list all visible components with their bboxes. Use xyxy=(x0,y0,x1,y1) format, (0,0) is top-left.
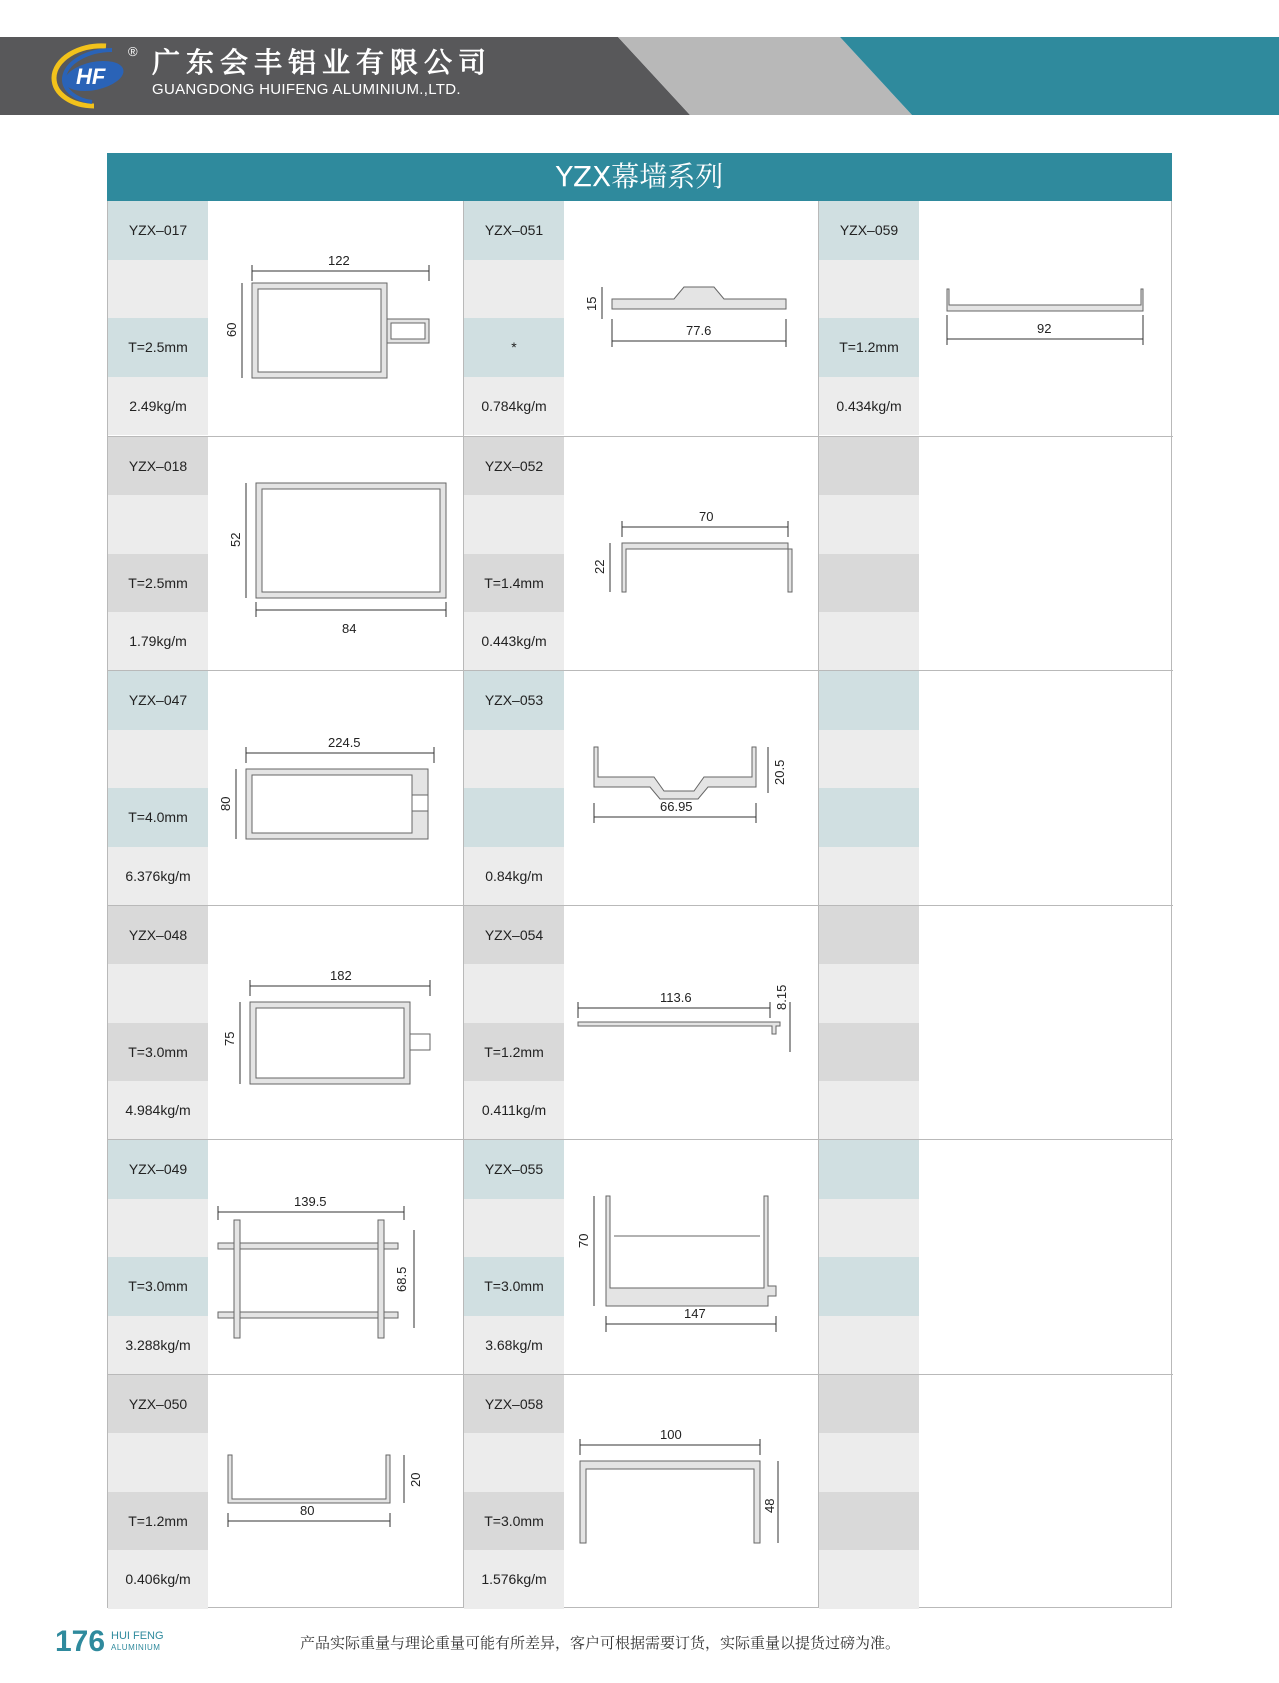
empty-band xyxy=(819,906,919,965)
dim-label: 15 xyxy=(584,296,599,311)
empty-band xyxy=(819,1433,919,1492)
profile-label-column xyxy=(819,201,919,436)
logo-text: HF xyxy=(76,64,106,89)
blank-band xyxy=(108,730,208,789)
empty-band xyxy=(819,612,919,671)
empty-band xyxy=(819,1257,919,1316)
profile-cell xyxy=(818,1375,1174,1609)
empty-band xyxy=(819,1375,919,1434)
grid-row xyxy=(108,1374,1173,1609)
profile-label-column xyxy=(464,671,564,905)
profile-thickness: T=1.2mm xyxy=(819,318,919,377)
dim-label: 77.6 xyxy=(686,323,712,338)
profile-label-column xyxy=(819,1375,919,1609)
profile-cell xyxy=(818,201,1174,436)
dim-label: 113.6 xyxy=(660,989,692,1005)
profile-label-column xyxy=(108,201,208,436)
page-number: 176 xyxy=(55,1625,106,1658)
profile-cell xyxy=(818,906,1174,1140)
profile-drawing xyxy=(208,906,463,1140)
profile-drawing xyxy=(564,437,819,671)
profile-label-column xyxy=(819,1140,919,1374)
footer-brand-line1: HUI FENG xyxy=(111,1630,164,1642)
profile-weight: 3.288kg/m xyxy=(108,1316,208,1375)
profile-cell xyxy=(463,437,819,671)
profile-label-column xyxy=(108,1375,208,1609)
empty-band xyxy=(819,1492,919,1551)
profile-label-column xyxy=(464,437,564,671)
profile-code: YZX–059 xyxy=(819,201,919,260)
profile-drawing xyxy=(564,201,819,436)
profile-cell xyxy=(108,1375,463,1609)
blank-band xyxy=(819,260,919,319)
profile-thickness: T=3.0mm xyxy=(108,1023,208,1082)
profile-code: YZX–052 xyxy=(464,437,564,496)
profile-grid xyxy=(107,201,1172,1608)
profile-cell xyxy=(108,437,463,671)
grid-row xyxy=(108,905,1173,1140)
profile-weight: 0.443kg/m xyxy=(464,612,564,671)
blank-band xyxy=(464,730,564,789)
empty-band xyxy=(819,788,919,847)
dim-label: 75 xyxy=(222,1031,237,1046)
dim-label: 100 xyxy=(660,1426,682,1442)
profile-cell xyxy=(463,671,819,905)
profile-code: YZX–055 xyxy=(464,1140,564,1199)
dim-label: 20.5 xyxy=(772,759,787,785)
profile-label-column xyxy=(108,671,208,905)
company-name-cn: 广东会丰铝业有限公司 xyxy=(152,46,493,79)
footer-brand-line2: ALUMINIUM xyxy=(111,1643,161,1652)
dim-label: 139.5 xyxy=(294,1194,327,1209)
profile-weight: 1.576kg/m xyxy=(464,1550,564,1609)
dim-label: 122 xyxy=(328,253,350,268)
profile-weight: 1.79kg/m xyxy=(108,612,208,671)
profile-drawing xyxy=(208,1375,463,1609)
profile-code: YZX–017 xyxy=(108,201,208,260)
profile-thickness: T=3.0mm xyxy=(464,1492,564,1551)
blank-band xyxy=(464,964,564,1023)
profile-weight: 0.434kg/m xyxy=(819,377,919,436)
profile-cell xyxy=(818,1140,1174,1374)
profile-thickness: * xyxy=(464,318,564,377)
dim-label: 80 xyxy=(218,796,233,811)
profile-cell xyxy=(108,201,463,436)
profile-drawing xyxy=(208,1140,463,1374)
profile-drawing xyxy=(208,437,463,671)
profile-cell xyxy=(463,1375,819,1609)
profile-weight: 2.49kg/m xyxy=(108,377,208,436)
empty-band xyxy=(819,1316,919,1375)
profile-code: YZX–053 xyxy=(464,671,564,730)
blank-band xyxy=(464,260,564,319)
profile-cell xyxy=(463,201,819,436)
profile-drawing xyxy=(919,201,1174,436)
blank-band xyxy=(108,260,208,319)
dim-label: 68.5 xyxy=(394,1266,409,1292)
profile-thickness: T=2.5mm xyxy=(108,554,208,613)
profile-drawing xyxy=(564,1375,819,1609)
profile-cell xyxy=(108,671,463,905)
empty-band xyxy=(819,1140,919,1199)
empty-band xyxy=(819,730,919,789)
dim-label: 8.15 xyxy=(774,984,789,1010)
grid-row xyxy=(108,201,1173,436)
profile-label-column xyxy=(464,201,564,436)
empty-band xyxy=(819,1081,919,1140)
empty-band xyxy=(819,495,919,554)
profile-weight: 0.784kg/m xyxy=(464,377,564,436)
empty-band xyxy=(819,1199,919,1258)
profile-code: YZX–058 xyxy=(464,1375,564,1434)
profile-code: YZX–050 xyxy=(108,1375,208,1434)
footer-disclaimer: 产品实际重量与理论重量可能有所差异，客户可根据需要订货，实际重量以提货过磅为准。 xyxy=(300,1634,901,1652)
profile-label-column xyxy=(464,906,564,1140)
grid-row xyxy=(108,1139,1173,1374)
dim-label: 52 xyxy=(228,532,243,547)
dim-label: 84 xyxy=(342,620,357,636)
profile-drawing xyxy=(208,201,463,436)
profile-cell xyxy=(818,437,1174,671)
blank-band xyxy=(108,495,208,554)
profile-code: YZX–047 xyxy=(108,671,208,730)
empty-band xyxy=(819,437,919,496)
profile-cell xyxy=(463,906,819,1140)
profile-thickness: T=3.0mm xyxy=(464,1257,564,1316)
blank-band xyxy=(108,1199,208,1258)
dim-label: 22 xyxy=(592,559,607,574)
blank-band xyxy=(464,1199,564,1258)
profile-thickness: T=1.2mm xyxy=(108,1492,208,1551)
empty-band xyxy=(819,671,919,730)
profile-label-column xyxy=(819,437,919,671)
profile-label-column xyxy=(108,437,208,671)
profile-thickness: T=1.4mm xyxy=(464,554,564,613)
registered-mark: ® xyxy=(128,44,138,59)
blank-band xyxy=(108,964,208,1023)
dim-label: 224.5 xyxy=(328,735,361,750)
footer-brand xyxy=(111,1631,164,1653)
profile-weight: 4.984kg/m xyxy=(108,1081,208,1140)
profile-label-column xyxy=(819,671,919,905)
profile-label-column xyxy=(464,1140,564,1374)
dim-label: 48 xyxy=(762,1498,777,1513)
profile-code: YZX–054 xyxy=(464,906,564,965)
profile-weight: 0.411kg/m xyxy=(464,1081,564,1140)
profile-thickness: T=3.0mm xyxy=(108,1257,208,1316)
profile-code: YZX–049 xyxy=(108,1140,208,1199)
empty-band xyxy=(819,964,919,1023)
dim-label: 92 xyxy=(1037,321,1052,336)
profile-thickness: T=4.0mm xyxy=(108,788,208,847)
company-name-block xyxy=(152,47,492,99)
dim-label: 20 xyxy=(408,1472,423,1487)
empty-band xyxy=(819,1023,919,1082)
profile-thickness: T=2.5mm xyxy=(108,318,208,377)
profile-label-column xyxy=(819,906,919,1140)
profile-cell xyxy=(108,1140,463,1374)
profile-code: YZX–018 xyxy=(108,437,208,496)
grid-row xyxy=(108,436,1173,671)
dim-label: 182 xyxy=(330,967,352,983)
empty-band xyxy=(819,1550,919,1609)
profile-drawing xyxy=(564,1140,819,1374)
profile-weight: 6.376kg/m xyxy=(108,847,208,906)
profile-weight: 0.84kg/m xyxy=(464,847,564,906)
profile-label-column xyxy=(464,1375,564,1609)
empty-band xyxy=(819,554,919,613)
dim-label: 147 xyxy=(684,1306,706,1321)
profile-code: YZX–051 xyxy=(464,201,564,260)
profile-weight: 3.68kg/m xyxy=(464,1316,564,1375)
profile-label-column xyxy=(108,1140,208,1374)
blank-band xyxy=(108,1433,208,1492)
empty-band xyxy=(819,847,919,906)
blank-band xyxy=(464,495,564,554)
dim-label: 70 xyxy=(699,508,714,524)
profile-weight: 0.406kg/m xyxy=(108,1550,208,1609)
profile-thickness: T=1.2mm xyxy=(464,1023,564,1082)
profile-cell xyxy=(818,671,1174,905)
profile-drawing xyxy=(564,671,819,905)
profile-thickness xyxy=(464,788,564,847)
dim-label: 70 xyxy=(576,1233,591,1248)
series-title: YZX幕墙系列 xyxy=(107,153,1172,201)
dim-label: 60 xyxy=(224,322,239,337)
profile-code: YZX–048 xyxy=(108,906,208,965)
company-logo xyxy=(48,42,140,110)
dim-label: 66.95 xyxy=(660,799,693,814)
blank-band xyxy=(464,1433,564,1492)
company-name-en: GUANGDONG HUIFENG ALUMINIUM.,LTD. xyxy=(152,81,461,98)
profile-cell xyxy=(463,1140,819,1374)
profile-cell xyxy=(108,906,463,1140)
profile-drawing xyxy=(208,671,463,905)
dim-label: 80 xyxy=(300,1502,315,1518)
profile-drawing xyxy=(564,906,819,1140)
grid-row xyxy=(108,670,1173,905)
profile-label-column xyxy=(108,906,208,1140)
